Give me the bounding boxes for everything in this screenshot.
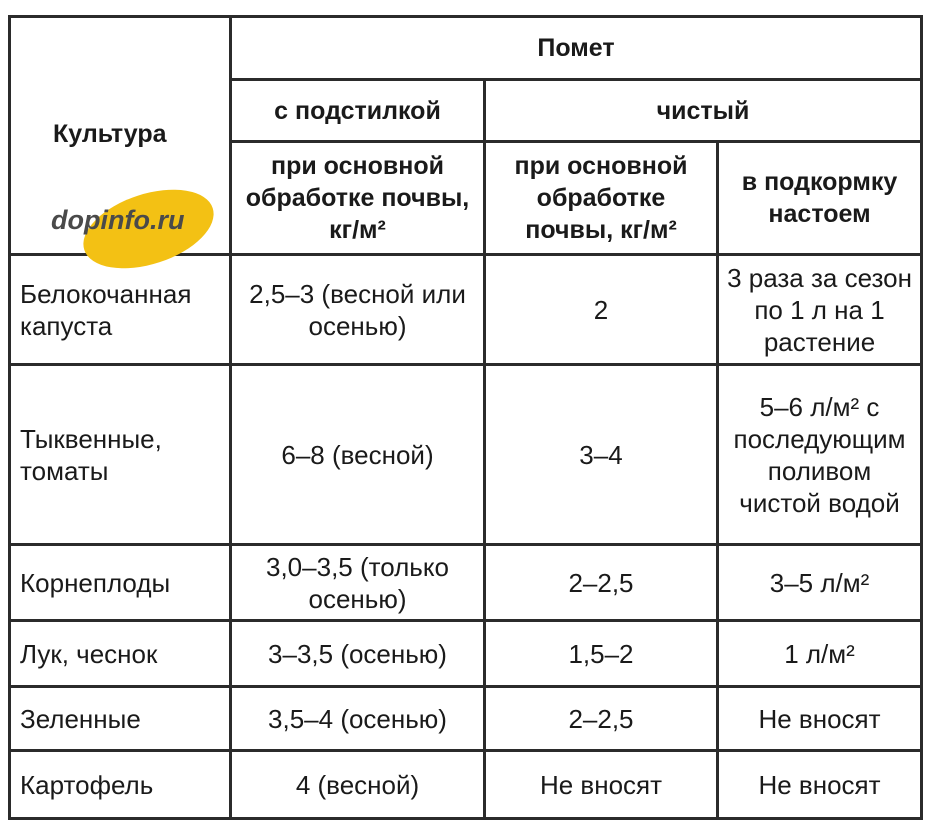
cell-pure-main: Не вносят — [485, 751, 718, 819]
header-manure: Помет — [231, 17, 922, 80]
cell-bedding: 6–8 (весной) — [231, 365, 485, 545]
header-crop-label: Культура — [53, 120, 167, 148]
cell-pure-main: 2 — [485, 255, 718, 365]
cell-bedding: 3,5–4 (осенью) — [231, 687, 485, 751]
cell-crop: Белокочанная капуста — [10, 255, 231, 365]
watermark-text: dopinfo.ru — [51, 205, 185, 235]
header-with-bedding: с подстилкой — [231, 80, 485, 142]
table-row — [10, 751, 922, 819]
table-row — [10, 687, 922, 751]
watermark-logo — [51, 186, 231, 266]
cell-bedding: 3–3,5 (осенью) — [231, 621, 485, 687]
header-main-tillage-bedding: при основной обработке почвы, кг/м² — [231, 142, 485, 255]
cell-pure-main: 1,5–2 — [485, 621, 718, 687]
cell-pure-main: 2–2,5 — [485, 687, 718, 751]
cell-pure-top: 3–5 л/м² — [718, 545, 922, 621]
cell-pure-top: 5–6 л/м² с последующим поливом чистой водой — [718, 365, 922, 545]
cell-pure-top: 3 раза за сезон по 1 л на 1 растение — [718, 255, 922, 365]
cell-crop: Тыквенные, томаты — [10, 365, 231, 545]
cell-pure-main: 2–2,5 — [485, 545, 718, 621]
cell-pure-top: Не вносят — [718, 751, 922, 819]
table-row — [10, 365, 922, 545]
cell-crop: Лук, чеснок — [10, 621, 231, 687]
table-row — [10, 545, 922, 621]
cell-bedding: 2,5–3 (весной или осенью) — [231, 255, 485, 365]
cell-pure-main: 3–4 — [485, 365, 718, 545]
cell-crop: Картофель — [10, 751, 231, 819]
cell-pure-top: 1 л/м² — [718, 621, 922, 687]
fertilizer-table — [8, 15, 923, 820]
header-top-dressing: в подкормку настоем — [718, 142, 922, 255]
table-row — [10, 621, 922, 687]
header-main-tillage-pure: при основной обработке почвы, кг/м² — [485, 142, 718, 255]
header-crop — [10, 17, 231, 255]
cell-crop: Корнеплоды — [10, 545, 231, 621]
cell-pure-top: Не вносят — [718, 687, 922, 751]
cell-crop: Зеленные — [10, 687, 231, 751]
table-row — [10, 255, 922, 365]
header-pure: чистый — [485, 80, 922, 142]
cell-bedding: 4 (весной) — [231, 751, 485, 819]
cell-bedding: 3,0–3,5 (только осенью) — [231, 545, 485, 621]
